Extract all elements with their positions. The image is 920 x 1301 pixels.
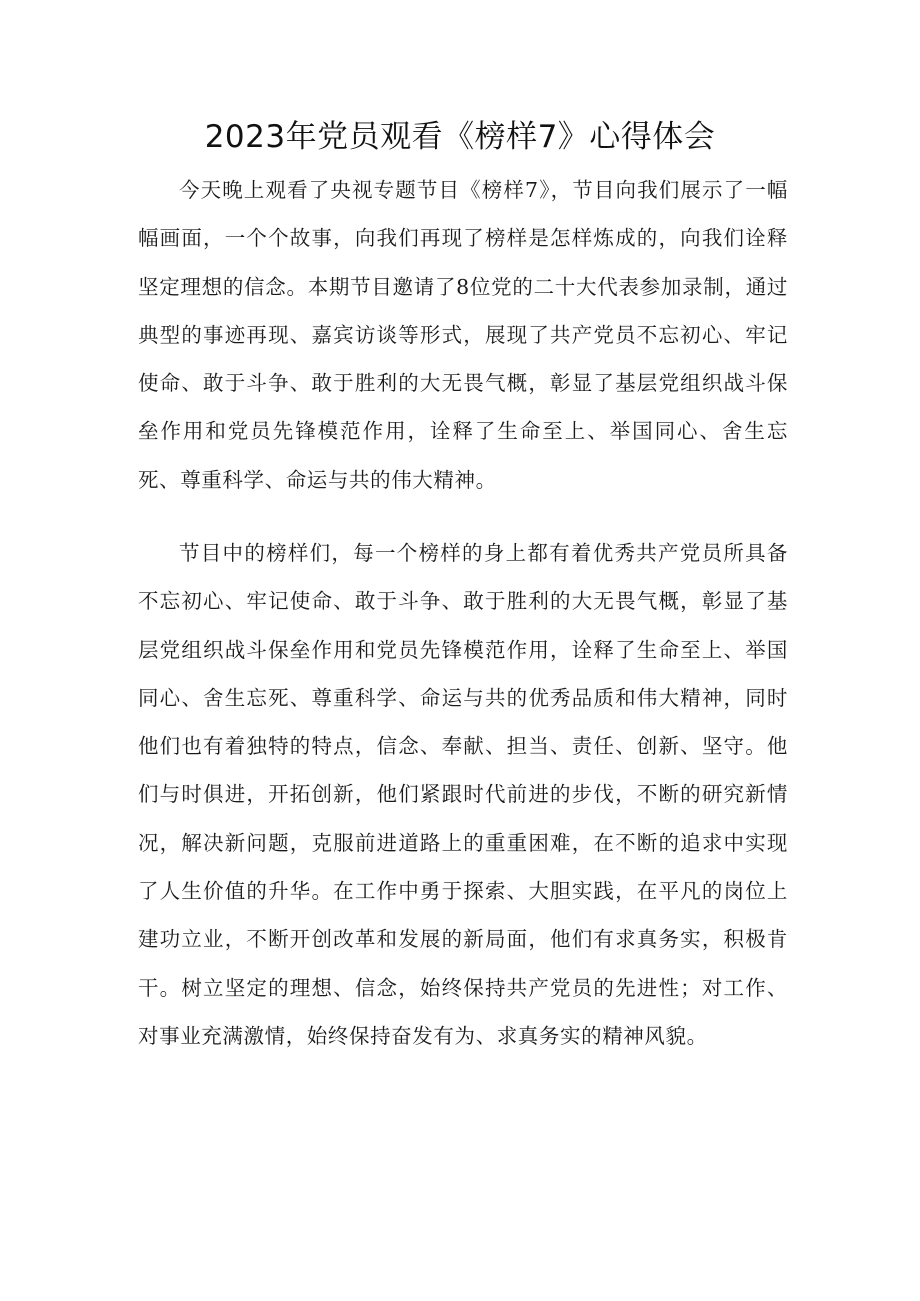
document-title: 2023年党员观看《榜样7》心得体会: [204, 119, 716, 155]
paragraph-1: 今天晚上观看了央视专题节目《榜样7》，节目向我们展示了一幅幅画面，一个个故事，向我们再现了榜样是怎样炼成的，向我们诠释坚定理想的信念。本期节目邀请了8位党的二十大代表参加录制，通过典型的事迹再现、嘉宾访谈等形式，展现了共产党员不忘初心、牢记使命、敢于斗争、敢于胜利的大无畏气概，彰显了基层党组织战斗保垒作用和党员先锋模范作用，诠释了生命至上、举国同心、舍生忘死、尊重科学、命运与共的伟大精神。: [138, 178, 788, 492]
paragraph-2: 节目中的榜样们，每一个榜样的身上都有着优秀共产党员所具备不忘初心、牢记使命、敢于斗争、敢于胜利的大无畏气概，彰显了基层党组织战斗保垒作用和党员先锋模范作用，诠释了生命至上、举国同心、舍生忘死、尊重科学、命运与共的优秀品质和伟大精神，同时他们也有着独特的特点，信念、奉献、担当、责任、创新、坚守。他们与时俱进，开拓创新，他们紧跟时代前进的步伐，不断的研究新情况，解决新问题，克服前进道路上的重重困难，在不断的追求中实现了人生价值的升华。在工作中勇于探索、大胆实践，在平凡的岗位上建功立业，不断开创改革和发展的新局面，他们有求真务实，积极肯干。树立坚定的理想、信念，始终保持共产党员的先进性；对工作、对事业充满激情，始终保持奋发有为、求真务实的精神风貌。: [138, 541, 788, 1048]
